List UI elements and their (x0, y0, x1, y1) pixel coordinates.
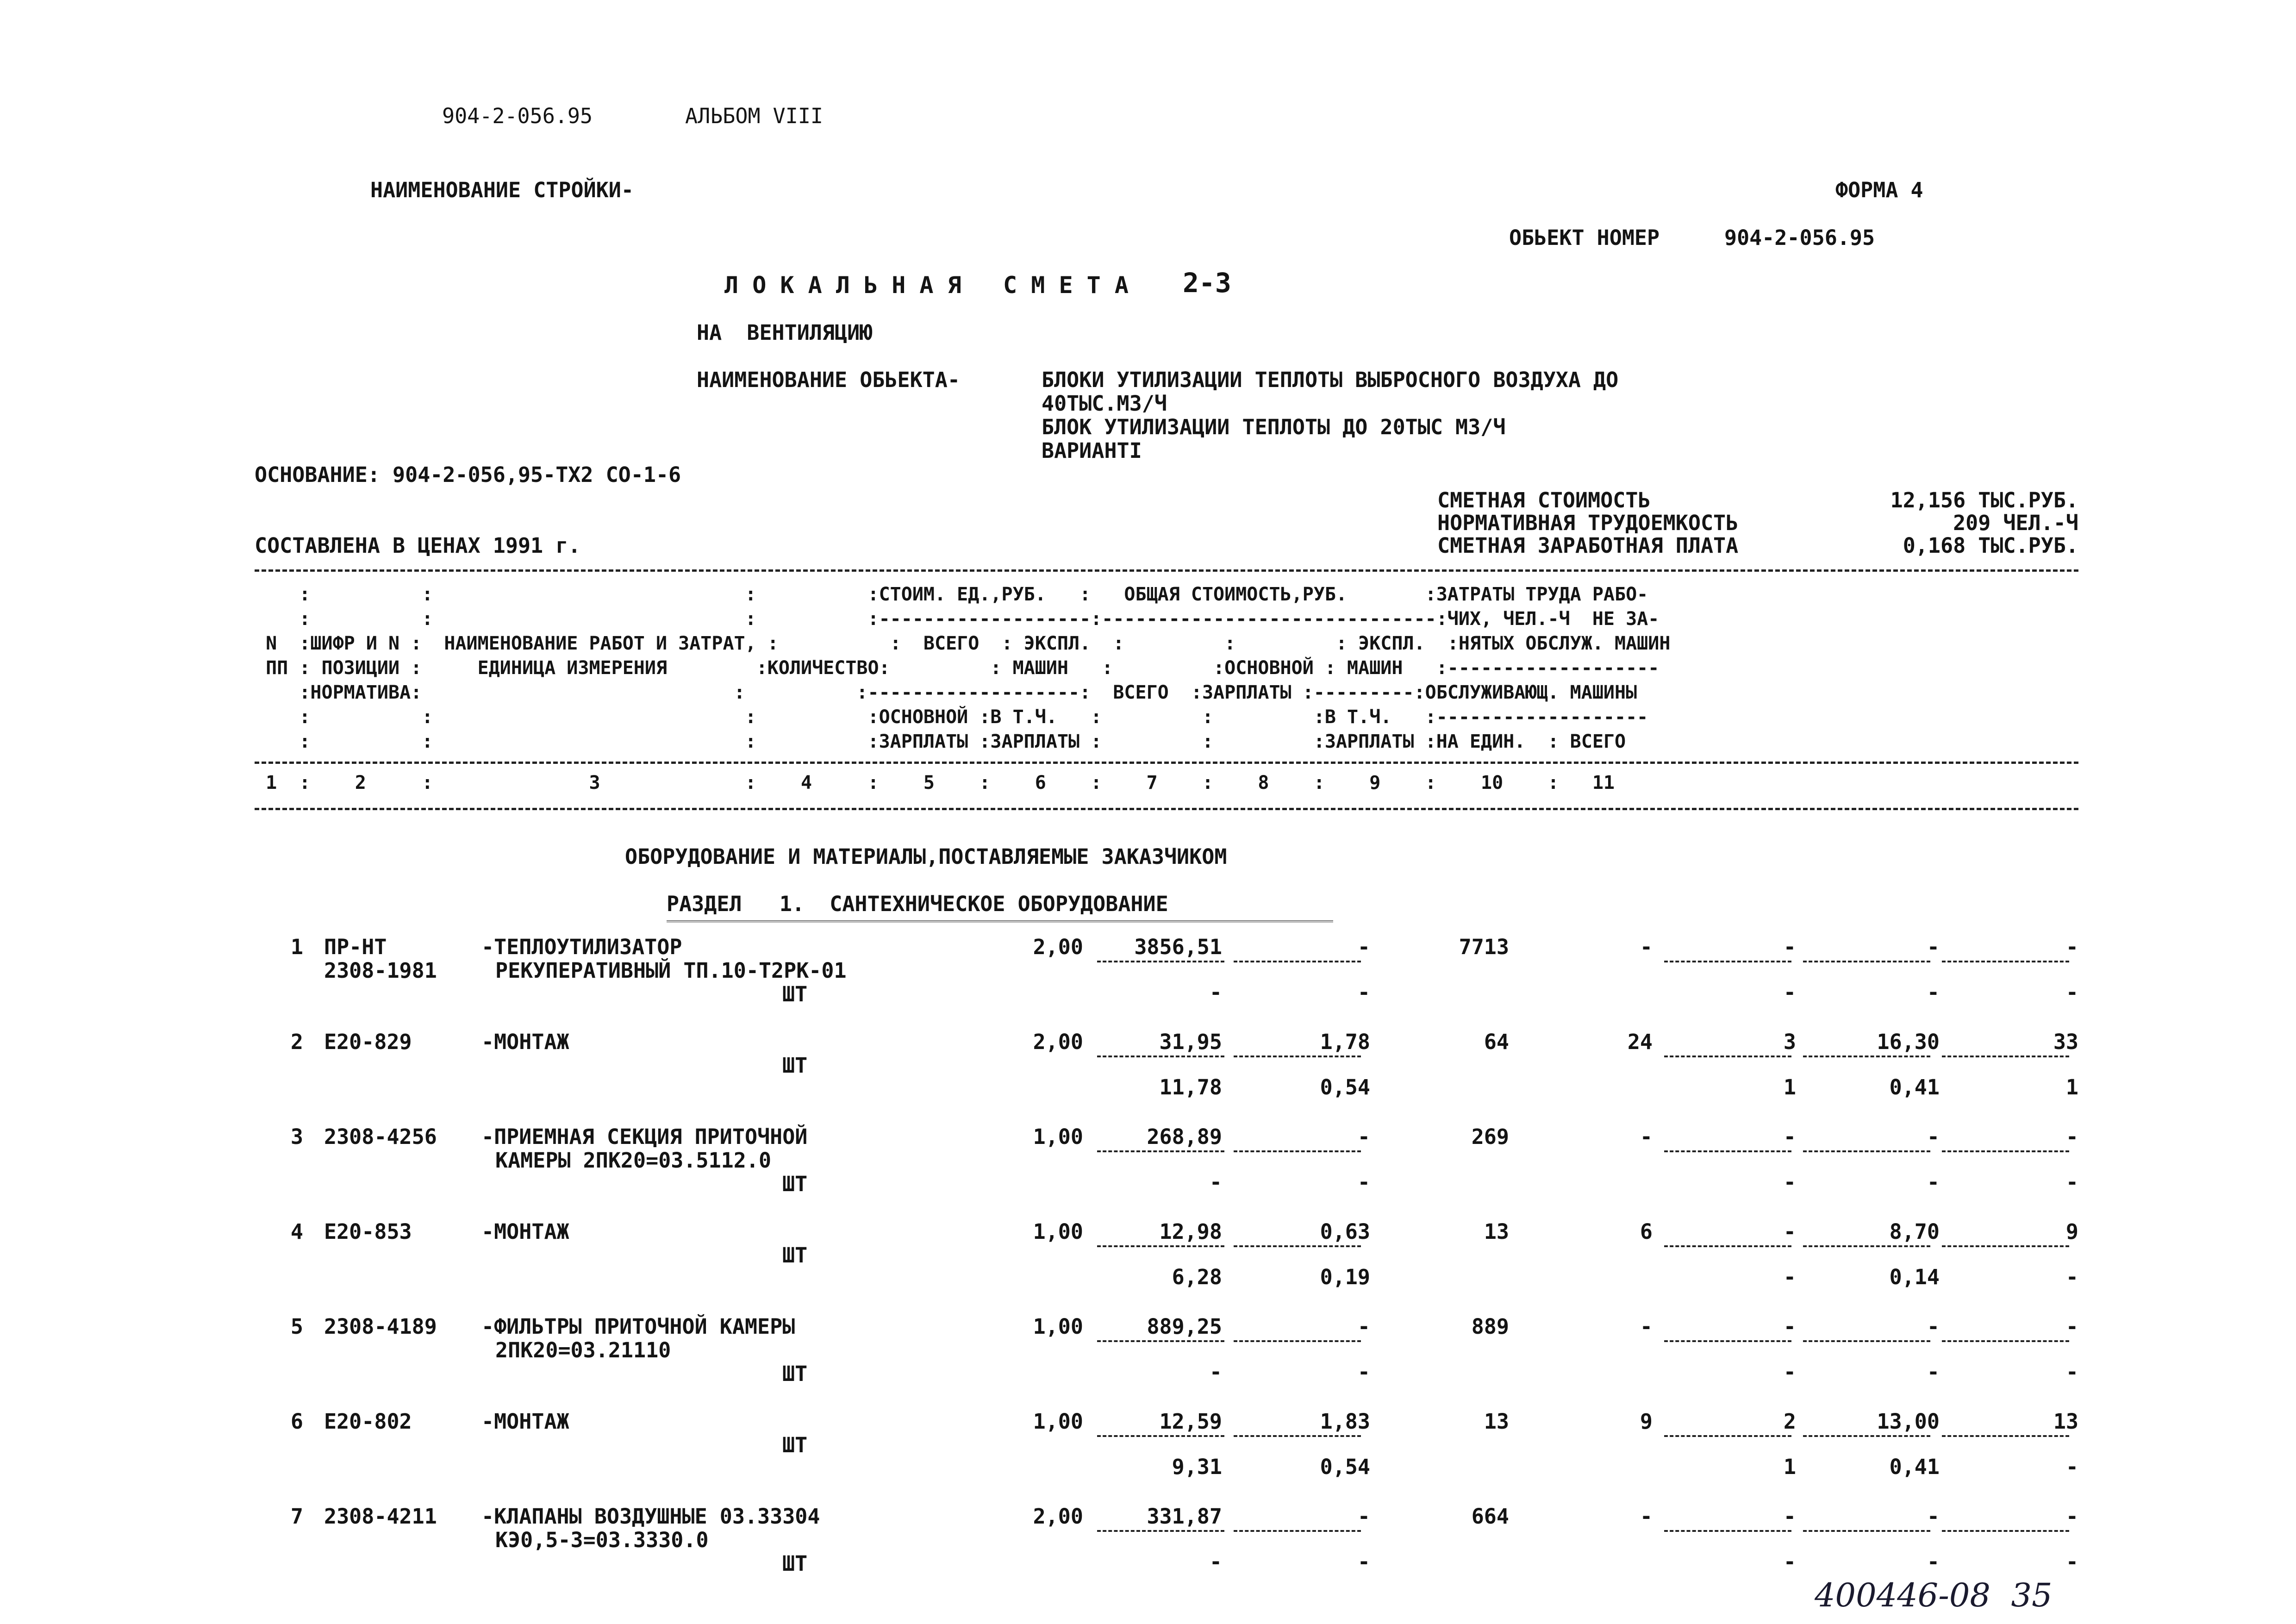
section-underline (667, 920, 1333, 924)
row-labor-total: - (2065, 980, 2078, 1005)
row-cell-c11: 9 (2065, 1219, 2078, 1244)
row-subline (1234, 1150, 1361, 1152)
summary-value-cost: 12,156 ТЫС.РУБ. (1890, 488, 2078, 512)
row-machine-wage: - (1357, 1549, 1370, 1574)
row-unit: ШТ (782, 1172, 808, 1196)
row-subline (1803, 1435, 1930, 1437)
row-unit: ШТ (782, 982, 808, 1006)
row-cell-c5: 268,89 (1147, 1124, 1222, 1149)
row-cell-c9: - (1783, 935, 1796, 959)
row-base-wage: 11,78 (1159, 1075, 1222, 1099)
row-number: 7 (290, 1504, 303, 1529)
row-subline (1942, 1530, 2069, 1532)
row-total-machine-wage: - (1783, 1170, 1796, 1194)
row-cell-c11: - (2065, 1504, 2078, 1529)
row-cell-qty: 1,00 (1033, 1409, 1083, 1434)
row-cell-c5: 3856,51 (1134, 935, 1222, 959)
row-cell-c5: 31,95 (1159, 1030, 1222, 1054)
row-subline (1234, 1340, 1361, 1342)
row-cell-c6: - (1357, 1314, 1370, 1339)
rule-numbers-bottom (255, 808, 2078, 810)
summary-label-cost: СМЕТНАЯ СТОИМОСТЬ (1437, 488, 1651, 512)
row-cell-c10: - (1927, 1314, 1940, 1339)
row-cell-qty: 2,00 (1033, 1030, 1083, 1054)
row-code: 2308-4189 (324, 1314, 437, 1339)
row-base-wage: - (1209, 980, 1222, 1005)
row-cell-c10: 8,70 (1889, 1219, 1940, 1244)
form-label: ФОРМА 4 (1835, 178, 1923, 202)
row-subline (1664, 961, 1791, 962)
section-title: ОБОРУДОВАНИЕ И МАТЕРИАЛЫ,ПОСТАВЛЯЕМЫЕ ЗАКАЗЧИКОМ (625, 844, 1227, 869)
row-code: Е20-829 (324, 1030, 412, 1054)
row-cell-c10: 13,00 (1877, 1409, 1940, 1434)
row-cell-qty: 1,00 (1033, 1124, 1083, 1149)
row-cell-c8: - (1640, 1314, 1653, 1339)
row-cell-c11: - (2065, 1124, 2078, 1149)
row-subline (1097, 1530, 1224, 1532)
summary-value-wages: 0,168 ТЫС.РУБ. (1903, 533, 2078, 558)
object-name-line-3: БЛОК УТИЛИЗАЦИИ ТЕПЛОТЫ ДО 20ТЫС М3/Ч (1042, 415, 1506, 439)
row-name: -МОНТАЖ (481, 1219, 569, 1244)
object-number: 904-2-056.95 (1724, 225, 1875, 250)
handwritten-note: 400446-08 35 (1815, 1576, 2053, 1614)
row-name-2: КАМЕРЫ 2ПК20=03.5112.0 (495, 1148, 772, 1173)
row-cell-c11: 13 (2053, 1409, 2078, 1434)
summary-value-labor: 209 ЧЕЛ.-Ч (1953, 511, 2078, 535)
row-base-wage: - (1209, 1360, 1222, 1384)
row-total-machine-wage: 1 (1783, 1075, 1796, 1099)
row-name: -ПРИЕМНАЯ СЕКЦИЯ ПРИТОЧНОЙ (481, 1124, 808, 1149)
row-total-machine-wage: - (1783, 1549, 1796, 1574)
row-name: -ФИЛЬТРЫ ПРИТОЧНОЙ КАМЕРЫ (481, 1314, 795, 1339)
row-number: 4 (290, 1219, 303, 1244)
row-cell-c5: 12,59 (1159, 1409, 1222, 1434)
row-subline (1803, 1530, 1930, 1532)
row-total-machine-wage: - (1783, 1360, 1796, 1384)
row-code: 2308-4256 (324, 1124, 437, 1149)
row-machine-wage: - (1357, 1170, 1370, 1194)
row-unit: ШТ (782, 1551, 808, 1576)
row-subline (1803, 1245, 1930, 1247)
row-name: -КЛАПАНЫ ВОЗДУШНЫЕ 03.33304 (481, 1504, 820, 1529)
table-header-line: N :ШИФР И N : НАИМЕНОВАНИЕ РАБОТ И ЗАТРАТ, : : ВСЕГО : ЭКСПЛ. : : : ЭКСПЛ. :НЯТЫХ ОБСЛУЖ. МАШИН (255, 633, 1671, 654)
row-subline (1664, 1530, 1791, 1532)
row-name-2: РЕКУПЕРАТИВНЫЙ ТП.10-Т2РК-01 (495, 958, 847, 983)
row-code-2: 2308-1981 (324, 958, 437, 983)
row-cell-c9: - (1783, 1219, 1796, 1244)
project-code: 904-2-056.95 (442, 104, 593, 128)
row-cell-c8: - (1640, 935, 1653, 959)
object-name-line-2: 40ТЫС.М3/Ч (1042, 391, 1167, 416)
row-cell-c7: 13 (1484, 1219, 1509, 1244)
object-name-line-1: БЛОКИ УТИЛИЗАЦИИ ТЕПЛОТЫ ВЫБРОСНОГО ВОЗДУХА ДО (1042, 368, 1619, 392)
row-cell-c5: 12,98 (1159, 1219, 1222, 1244)
row-cell-c10: - (1927, 1504, 1940, 1529)
prices-text: СОСТАВЛЕНА В ЦЕНАХ 1991 г. (255, 533, 581, 558)
row-number: 6 (290, 1409, 303, 1434)
object-number-label: ОБЬЕКТ НОМЕР (1509, 225, 1660, 250)
row-total-machine-wage: - (1783, 1265, 1796, 1289)
object-name-label: НАИМЕНОВАНИЕ ОБЬЕКТА- (697, 368, 960, 392)
row-number: 2 (290, 1030, 303, 1054)
row-subline (1664, 1245, 1791, 1247)
row-subline (1097, 1340, 1224, 1342)
row-name-2: КЭ0,5-3=03.3330.0 (495, 1528, 709, 1552)
row-labor-unit: 0,14 (1889, 1265, 1940, 1289)
row-machine-wage: 0,19 (1320, 1265, 1370, 1289)
row-subline (1097, 1056, 1224, 1057)
row-cell-c9: - (1783, 1124, 1796, 1149)
row-code: Е20-802 (324, 1409, 412, 1434)
row-cell-qty: 2,00 (1033, 1504, 1083, 1529)
row-cell-c5: 889,25 (1147, 1314, 1222, 1339)
object-name-line-4: ВАРИАНТI (1042, 438, 1142, 463)
row-unit: ШТ (782, 1053, 808, 1078)
row-labor-unit: - (1927, 1360, 1940, 1384)
document-number: 2-3 (1183, 267, 1231, 299)
row-subline (1234, 1530, 1361, 1532)
row-cell-c9: 3 (1783, 1030, 1796, 1054)
row-subline (1803, 961, 1930, 962)
rule-header-bottom (255, 762, 2078, 764)
row-subline (1942, 1150, 2069, 1152)
row-cell-c6: 1,78 (1320, 1030, 1370, 1054)
column-numbers: 1 : 2 : 3 : 4 : 5 : 6 : 7 : 8 : 9 : 10 : 11 (255, 772, 1615, 793)
row-subline (1097, 1150, 1224, 1152)
row-total-machine-wage: - (1783, 980, 1796, 1005)
row-cell-c7: 7713 (1459, 935, 1509, 959)
row-unit: ШТ (782, 1243, 808, 1268)
row-labor-total: - (2065, 1170, 2078, 1194)
row-subline (1234, 961, 1361, 962)
table-header-line: ПП : ПОЗИЦИИ : ЕДИНИЦА ИЗМЕРЕНИЯ :КОЛИЧЕСТВО: : МАШИН : :ОСНОВНОЙ : МАШИН :------------------- (255, 657, 1660, 679)
row-subline (1234, 1245, 1361, 1247)
row-code: 2308-4211 (324, 1504, 437, 1529)
row-base-wage: 6,28 (1172, 1265, 1222, 1289)
row-subline (1942, 1435, 2069, 1437)
row-base-wage: - (1209, 1170, 1222, 1194)
row-subline (1234, 1435, 1361, 1437)
row-number: 5 (290, 1314, 303, 1339)
row-subline (1942, 1245, 2069, 1247)
summary-label-wages: СМЕТНАЯ ЗАРАБОТНАЯ ПЛАТА (1437, 533, 1739, 558)
row-cell-c11: 33 (2053, 1030, 2078, 1054)
row-machine-wage: 0,54 (1320, 1075, 1370, 1099)
document-title: Л О К А Л Ь Н А Я С М Е Т А (724, 272, 1129, 299)
table-header-line: : : : :ЗАРПЛАТЫ :ЗАРПЛАТЫ : : :ЗАРПЛАТЫ :НА ЕДИН. : ВСЕГО (255, 731, 1626, 752)
row-cell-c9: - (1783, 1504, 1796, 1529)
table-header-line: : : : :ОСНОВНОЙ :В Т.Ч. : : :В Т.Ч. :------------------- (255, 706, 1648, 728)
row-cell-c10: 16,30 (1877, 1030, 1940, 1054)
album-label: АЛЬБОМ VIII (685, 104, 824, 128)
row-unit: ШТ (782, 1433, 808, 1457)
row-subline (1803, 1056, 1930, 1057)
row-cell-c6: 1,83 (1320, 1409, 1370, 1434)
row-subline (1942, 1340, 2069, 1342)
row-cell-c6: - (1357, 1504, 1370, 1529)
row-labor-total: - (2065, 1455, 2078, 1479)
row-cell-c9: - (1783, 1314, 1796, 1339)
summary-label-labor: НОРМАТИВНАЯ ТРУДОЕМКОСТЬ (1437, 511, 1739, 535)
row-machine-wage: - (1357, 1360, 1370, 1384)
row-name: -МОНТАЖ (481, 1409, 569, 1434)
row-cell-c7: 664 (1471, 1504, 1509, 1529)
construction-label: НАИМЕНОВАНИЕ СТРОЙКИ- (370, 178, 634, 202)
row-cell-c7: 269 (1471, 1124, 1509, 1149)
row-labor-total: - (2065, 1549, 2078, 1574)
row-unit: ШТ (782, 1362, 808, 1386)
row-cell-c8: 24 (1627, 1030, 1653, 1054)
row-cell-c11: - (2065, 1314, 2078, 1339)
row-subline (1664, 1435, 1791, 1437)
row-cell-c7: 13 (1484, 1409, 1509, 1434)
rule-top (255, 569, 2078, 572)
row-cell-c8: 6 (1640, 1219, 1653, 1244)
row-cell-qty: 2,00 (1033, 935, 1083, 959)
row-machine-wage: 0,54 (1320, 1455, 1370, 1479)
row-cell-c7: 64 (1484, 1030, 1509, 1054)
row-cell-c8: - (1640, 1124, 1653, 1149)
row-cell-c9: 2 (1783, 1409, 1796, 1434)
section-heading: РАЗДЕЛ 1. САНТЕХНИЧЕСКОЕ ОБОРУДОВАНИЕ (667, 892, 1168, 916)
row-cell-c8: - (1640, 1504, 1653, 1529)
row-subline (1097, 961, 1224, 962)
row-labor-unit: 0,41 (1889, 1455, 1940, 1479)
row-cell-c8: 9 (1640, 1409, 1653, 1434)
row-total-machine-wage: 1 (1783, 1455, 1796, 1479)
table-header-line: : : : :СТОИМ. ЕД.,РУБ. : ОБЩАЯ СТОИМОСТЬ,РУБ. :ЗАТРАТЫ ТРУДА РАБО- (255, 584, 1648, 605)
row-cell-c6: 0,63 (1320, 1219, 1370, 1244)
row-labor-total: - (2065, 1360, 2078, 1384)
row-code: ПР-НТ (324, 935, 387, 959)
row-number: 1 (290, 935, 303, 959)
row-subline (1097, 1435, 1224, 1437)
row-labor-total: 1 (2065, 1075, 2078, 1099)
row-labor-unit: - (1927, 1549, 1940, 1574)
row-subline (1942, 1056, 2069, 1057)
row-subline (1664, 1340, 1791, 1342)
row-labor-total: - (2065, 1265, 2078, 1289)
row-subline (1942, 961, 2069, 962)
row-cell-qty: 1,00 (1033, 1219, 1083, 1244)
row-cell-c5: 331,87 (1147, 1504, 1222, 1529)
row-labor-unit: - (1927, 980, 1940, 1005)
row-base-wage: 9,31 (1172, 1455, 1222, 1479)
row-machine-wage: - (1357, 980, 1370, 1005)
row-cell-c7: 889 (1471, 1314, 1509, 1339)
row-cell-c11: - (2065, 935, 2078, 959)
row-base-wage: - (1209, 1549, 1222, 1574)
row-subline (1234, 1056, 1361, 1057)
row-labor-unit: - (1927, 1170, 1940, 1194)
row-name: -МОНТАЖ (481, 1030, 569, 1054)
basis-text: ОСНОВАНИЕ: 904-2-056,95-ТХ2 СО-1-6 (255, 462, 681, 487)
row-name-2: 2ПК20=03.21110 (495, 1338, 671, 1362)
row-subline (1097, 1245, 1224, 1247)
row-cell-qty: 1,00 (1033, 1314, 1083, 1339)
row-cell-c6: - (1357, 1124, 1370, 1149)
row-code: Е20-853 (324, 1219, 412, 1244)
row-cell-c10: - (1927, 1124, 1940, 1149)
row-cell-c6: - (1357, 935, 1370, 959)
row-labor-unit: 0,41 (1889, 1075, 1940, 1099)
row-subline (1664, 1150, 1791, 1152)
table-header-line: : : : :-------------------:------------------------------:ЧИХ, ЧЕЛ.-Ч НЕ ЗА- (255, 608, 1660, 630)
table-header-line: :НОРМАТИВА: : :-------------------: ВСЕГО :ЗАРПЛАТЫ :---------:ОБСЛУЖИВАЮЩ. МАШИНЫ (255, 682, 1637, 703)
row-cell-c10: - (1927, 935, 1940, 959)
document-subtitle: НА ВЕНТИЛЯЦИЮ (697, 320, 873, 345)
row-subline (1664, 1056, 1791, 1057)
row-name: -ТЕПЛОУТИЛИЗАТОР (481, 935, 682, 959)
row-subline (1803, 1150, 1930, 1152)
row-subline (1803, 1340, 1930, 1342)
row-number: 3 (290, 1124, 303, 1149)
